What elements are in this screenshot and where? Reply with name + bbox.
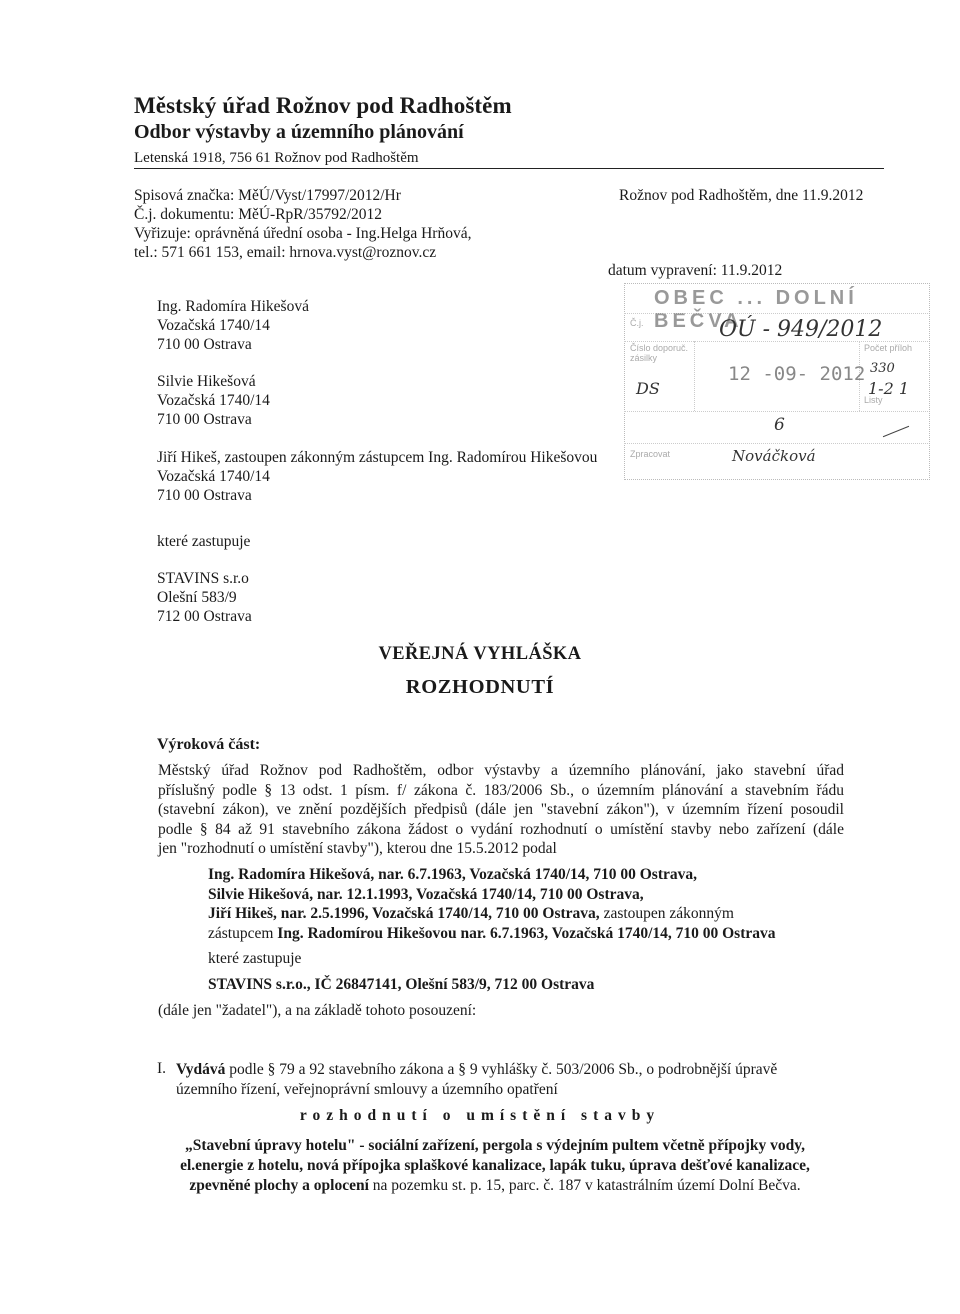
contact-info: tel.: 571 661 153, email: hrnova.vyst@roznov.cz xyxy=(134,244,437,261)
registry-stamp xyxy=(624,283,930,480)
applicant-line: Ing. Radomíra Hikešová, nar. 6.7.1963, Vozačská 1740/14, 710 00 Ostrava, xyxy=(208,866,697,883)
applicant-line: Ing. Radomírou Hikešovou nar. 6.7.1963, Vozačská 1740/14, 710 00 Ostrava xyxy=(277,924,776,942)
decision-title: ROZHODNUTÍ xyxy=(405,676,555,698)
intro-paragraph xyxy=(158,761,844,859)
stamp-attachments: 6 xyxy=(774,415,785,435)
item-number: I. xyxy=(157,1060,167,1077)
place-and-date: Rožnov pod Radhoštěm, dne 11.9.2012 xyxy=(619,187,864,204)
stamp-divider xyxy=(624,313,928,314)
representative-city: 712 00 Ostrava xyxy=(157,608,252,625)
applicant-line: Silvie Hikešová, nar. 12.1.1993, Vozačská 1740/14, 710 00 Ostrava, xyxy=(208,885,644,903)
paragraph-line: příslušný podle § 13 odst. 1 písm. f/ zákona č. 183/2006 Sb., o územním plánování a stavebním řádu xyxy=(158,781,844,799)
addressee-street: Vozačská 1740/14 xyxy=(157,392,270,409)
department-title: Odbor výstavby a územního plánování xyxy=(134,121,464,143)
stamp-label-attachments: Počet příloh xyxy=(864,343,913,353)
representative-line: STAVINS s.r.o., IČ 26847141, Olešní 583/9, 712 00 Ostrava xyxy=(208,975,595,993)
stamp-count: 330 xyxy=(870,361,895,376)
stamp-label-registered: Číslo doporuč. zásilky xyxy=(630,343,689,363)
project-description xyxy=(150,1136,840,1196)
item-text: územního řízení, veřejnoprávní smlouvy a územního opatření xyxy=(176,1080,558,1098)
stamp-handwritten-number: OÚ - 949/2012 xyxy=(719,317,883,342)
item-text: podle § 79 a 92 stavebního zákona a § 9 vyhlášky č. 503/2006 Sb., o podrobnější úpravě xyxy=(225,1061,778,1078)
paragraph-line: (stavební zákon), ve znění pozdějších předpisů (dále jen "stavební zákon"), v územním řízení posoudil xyxy=(158,801,844,818)
handled-by: Vyřizuje: oprávněná úřední osoba - Ing.Helga Hrňová, xyxy=(134,225,472,242)
addressee-street: Vozačská 1740/14 xyxy=(157,468,270,485)
applicants-block xyxy=(208,865,868,994)
stamp-divider xyxy=(624,443,928,444)
project-line: zpevněné plochy a oplocení xyxy=(189,1177,369,1194)
represented-by-label: které zastupuje xyxy=(157,533,251,550)
applicant-line: Jiří Hikeš, nar. 2.5.1996, Vozačská 1740/14, 710 00 Ostrava, xyxy=(208,905,600,922)
decision-subtitle xyxy=(0,1107,960,1125)
item-verb: Vydává xyxy=(176,1061,226,1078)
paragraph-line: podle § 84 až 91 stavebního zákona žádost o vydání rozhodnutí o umístění stavby nebo zařízení (dále xyxy=(158,820,844,838)
file-reference: Spisová značka: MěÚ/Vyst/17997/2012/Hr xyxy=(134,187,401,204)
paragraph-line: jen "rozhodnutí o umístění stavby"), kterou dne 15.5.2012 podal xyxy=(158,840,557,857)
office-title: Městský úřad Rožnov pod Radhoštěm xyxy=(134,93,512,118)
stamp-initials: DS xyxy=(636,379,660,398)
stamp-divider xyxy=(624,411,928,412)
applicant-definition: (dále jen "žadatel"), a na základě tohoto posouzení: xyxy=(158,1002,477,1019)
addressee-name: Silvie Hikešová xyxy=(157,373,256,390)
project-line: el.energie z hotelu, nová přípojka splaškové kanalizace, lapák tuku, úprava dešťové kanalizace, xyxy=(180,1157,810,1174)
represented-label: které zastupuje xyxy=(208,950,302,967)
stamp-clerk: Nováčková xyxy=(732,447,816,465)
document-number: Č.j. dokumentu: MěÚ-RpR/35792/2012 xyxy=(134,206,382,223)
stamp-divider xyxy=(694,341,695,411)
project-line: „Stavební úpravy hotelu" - sociální zařízení, pergola s výdejním pultem včetně přípojky vody, xyxy=(185,1137,805,1154)
header-divider xyxy=(134,168,884,169)
addressee-city: 710 00 Ostrava xyxy=(157,411,252,428)
addressee-city: 710 00 Ostrava xyxy=(157,487,252,504)
addressee-name: Ing. Radomíra Hikešová xyxy=(157,298,309,315)
addressee-name: Jiří Hikeš, zastoupen zákonným zástupcem Ing. Radomírou Hikešovou xyxy=(157,449,598,466)
stamp-header: OBEC ... DOLNÍ BEČVA xyxy=(654,287,858,332)
applicant-line-rest: zastoupen zákonným xyxy=(599,905,734,922)
dispatch-date: datum vypravení: 11.9.2012 xyxy=(608,262,783,279)
paragraph-line: Městský úřad Rožnov pod Radhoštěm, odbor výstavby a územního plánování, jako stavební úřad xyxy=(158,762,844,779)
stamp-date: 12 -09- 2012 xyxy=(728,363,866,385)
notice-title: VEŘEJNÁ VYHLÁŠKA xyxy=(378,644,582,664)
stamp-label-handle: Zpracovat xyxy=(630,449,671,459)
representative-street: Olešní 583/9 xyxy=(157,589,237,606)
decision-subtitle-text: rozhodnutí o umístění stavby xyxy=(299,1107,661,1124)
office-address: Letenská 1918, 756 61 Rožnov pod Radhoštěm xyxy=(134,150,419,166)
project-line-rest: na pozemku st. p. 15, parc. č. 187 v katastrálním území Dolní Bečva. xyxy=(368,1177,801,1194)
item-body xyxy=(176,1060,844,1099)
stamp-sheets: 1-2 1 xyxy=(868,379,910,398)
addressee-street: Vozačská 1740/14 xyxy=(157,317,270,334)
stamp-label-sheets: Listy xyxy=(864,395,883,405)
representative-name: STAVINS s.r.o xyxy=(157,570,249,587)
addressee-city: 710 00 Ostrava xyxy=(157,336,252,353)
applicant-line-prefix: zástupcem xyxy=(208,924,278,942)
stamp-label-cj: Č.j. xyxy=(630,318,644,328)
section-label: Výroková část: xyxy=(157,736,261,753)
